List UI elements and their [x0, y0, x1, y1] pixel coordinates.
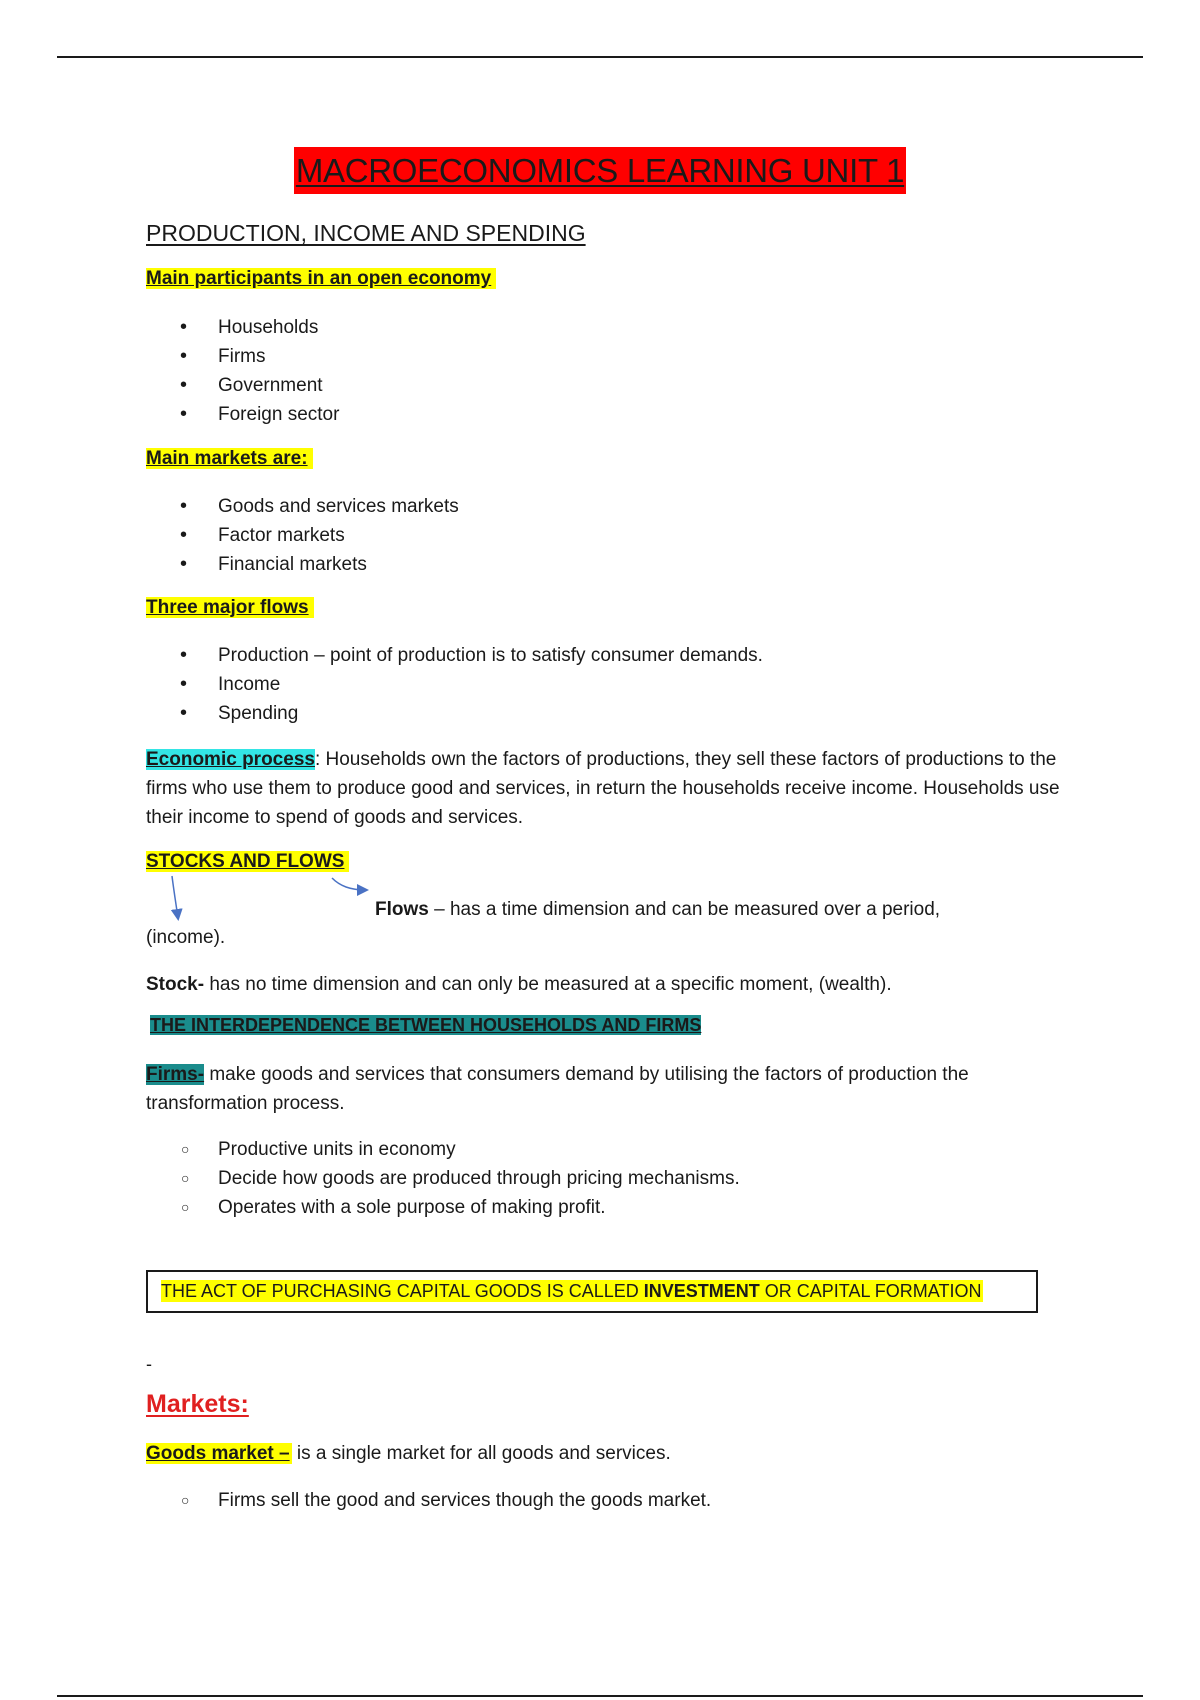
list-item: • Income [146, 670, 763, 699]
arrow-down-icon [172, 876, 178, 918]
markets-heading: Markets: [146, 1390, 249, 1418]
goods-market-list [146, 1486, 711, 1515]
stocks-flows-heading: STOCKS AND FLOWS [146, 851, 349, 872]
firms-text: make goods and services that consumers demand by utilising the factors of production the transformation process. [146, 1064, 969, 1114]
bullet-icon: • [180, 403, 188, 425]
bullet-icon: • [180, 316, 188, 338]
bullet-icon: • [180, 345, 188, 367]
list-item: • Spending [146, 699, 763, 728]
participants-heading-wrap [146, 268, 496, 290]
top-rule [57, 56, 1143, 58]
economic-process-term: Economic process [146, 749, 315, 770]
list-item: • Households [146, 313, 339, 342]
list-item: ○ Productive units in economy [146, 1135, 740, 1164]
bullet-icon: • [180, 673, 188, 695]
goods-market-text: is a single market for all goods and services. [291, 1443, 671, 1464]
arrow-right-icon [332, 878, 366, 890]
page-title: MACROECONOMICS LEARNING UNIT 1 [294, 147, 906, 194]
bullet-icon: • [180, 702, 188, 724]
list-item: • Firms [146, 342, 339, 371]
investment-callout-text: THE ACT OF PURCHASING CAPITAL GOODS IS CALLED INVESTMENT OR CAPITAL FORMATION [161, 1281, 982, 1301]
interdependence-heading-wrap [150, 1015, 701, 1036]
participants-list [146, 313, 339, 429]
stock-term: Stock- [146, 974, 205, 995]
markets-list [146, 492, 459, 579]
dash-mark: - [146, 1354, 152, 1374]
title-container [0, 147, 1200, 194]
firms-term: Firms- [146, 1064, 205, 1085]
circle-bullet-icon: ○ [181, 1141, 190, 1157]
list-item: • Production – point of production is to satisfy consumer demands. [146, 641, 763, 670]
bottom-rule [57, 1695, 1143, 1697]
flows-term: Flows [375, 899, 429, 920]
circle-bullet-icon: ○ [181, 1492, 190, 1508]
list-item: ○ Decide how goods are produced through pricing mechanisms. [146, 1164, 740, 1193]
bullet-icon: • [180, 374, 188, 396]
flows-heading: Three major flows [146, 597, 314, 618]
stock-definition [146, 970, 1066, 999]
circle-bullet-icon: ○ [181, 1170, 190, 1186]
list-item: • Factor markets [146, 521, 459, 550]
markets-list-heading-wrap [146, 448, 313, 470]
list-item: • Goods and services markets [146, 492, 459, 521]
bullet-icon: • [180, 524, 188, 546]
flows-list [146, 641, 763, 728]
list-item: • Financial markets [146, 550, 459, 579]
participants-heading: Main participants in an open economy [146, 268, 496, 289]
bullet-icon: • [180, 495, 188, 517]
circle-bullet-icon: ○ [181, 1199, 190, 1215]
section-subtitle: PRODUCTION, INCOME AND SPENDING [146, 220, 586, 246]
bullet-icon: • [180, 553, 188, 575]
list-item: ○ Operates with a sole purpose of making profit. [146, 1193, 740, 1222]
list-item: • Foreign sector [146, 400, 339, 429]
flows-text: – has a time dimension and can be measured over a period, [428, 899, 941, 920]
goods-market-paragraph [146, 1439, 1066, 1468]
arrows-diagram [160, 872, 380, 930]
investment-callout-box [146, 1270, 1038, 1313]
bullet-icon: • [180, 644, 188, 666]
goods-market-term: Goods market – [146, 1443, 290, 1464]
firms-list [146, 1135, 740, 1222]
flows-heading-wrap [146, 597, 314, 619]
firms-paragraph [146, 1060, 1066, 1118]
economic-process-text: : Households own the factors of productions, they sell these factors of productions to the firms who use them to produce good and services, in return the households receive income. Households use their income to spend of goods and services. [146, 749, 1060, 828]
list-item: • Government [146, 371, 339, 400]
stocks-flows-heading-wrap [146, 851, 349, 873]
stock-text: has no time dimension and can only be measured at a specific moment, (wealth). [204, 974, 892, 995]
flows-continuation: (income). [146, 927, 226, 948]
list-item: ○ Firms sell the good and services though the goods market. [146, 1486, 711, 1515]
interdependence-heading: THE INTERDEPENDENCE BETWEEN HOUSEHOLDS AND FIRMS [150, 1015, 702, 1035]
flows-definition [375, 895, 1075, 924]
markets-list-heading: Main markets are: [146, 448, 313, 469]
economic-process-paragraph [146, 745, 1066, 832]
